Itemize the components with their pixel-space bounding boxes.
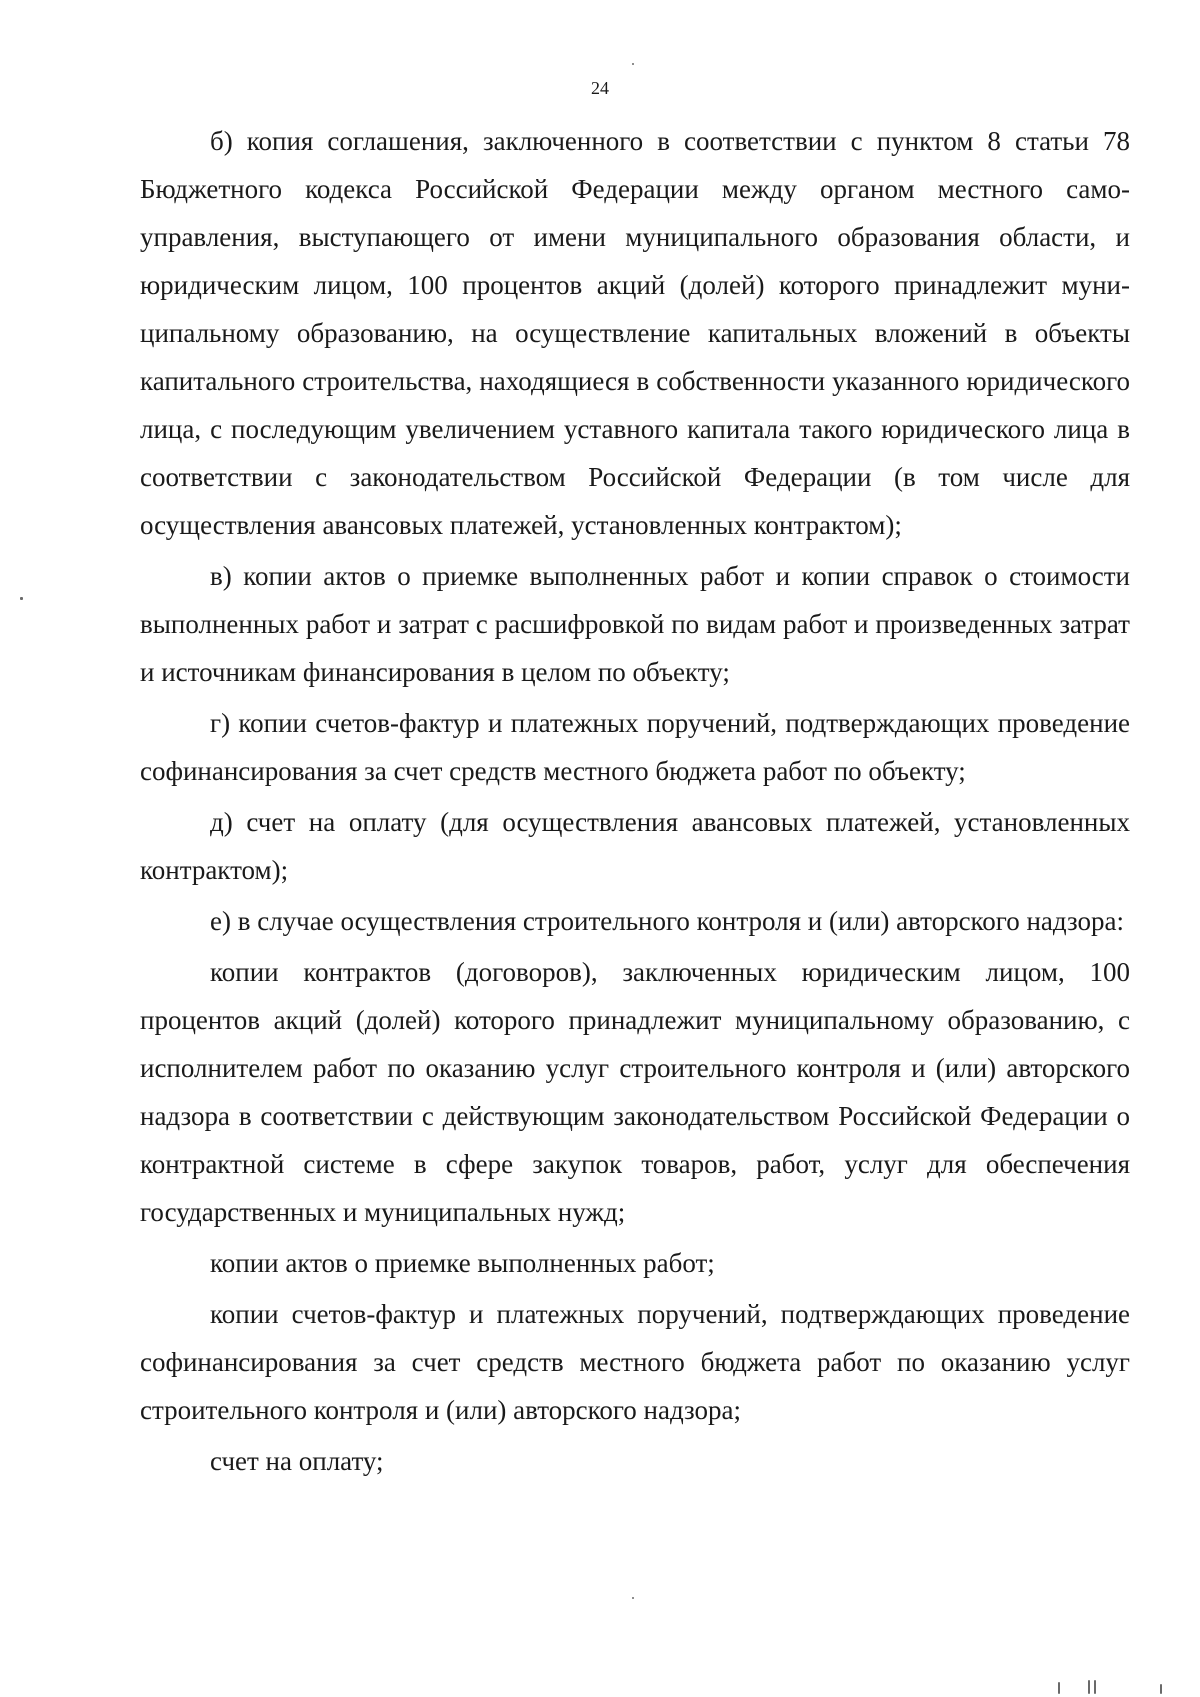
- paragraph-d: д) счет на оплату (для осуществления авансовых платежей, установленных контрактом);: [140, 807, 1130, 885]
- paragraph-b: б) копия соглашения, заключенного в соответствии с пунктом 8 статьи 78 Бюджетного кодекса Российской Федерации между органом местного самоуправления, выступающего от имени муниципального образования области, и юридическим лицом, 100 процентов акций (долей) которого принадлежит муниципальному образованию, на осуществление капитальных вложений в объекты капитального строительства, находящиеся в собственности указанного юридического лица, с последующим увеличением уставного капитала такого юридического лица в соответствии с законодательством Российской Федерации (в том числе для осуществления авансовых платежей, установленных контрактом);: [140, 126, 1130, 540]
- paragraph-payment-invoice: счет на оплату;: [210, 1446, 384, 1476]
- paragraph-acceptance-acts: копии актов о приемке выполненных работ;: [210, 1248, 715, 1278]
- page-number: 24: [591, 78, 609, 98]
- document-body: [140, 117, 1130, 1488]
- paragraph-contract-copies: копии контрактов (договоров), заключенных юридическим лицом, 100 процентов акций (долей) которого принадлежит муниципальному образованию, с исполнителем работ по оказанию услуг строительного контроля и (или) авторского надзора в соответствии с действующим законодательством Российской Федерации о контрактной системе в сфере закупок товаров, работ, услуг для обеспечения государственных и муниципальных нужд;: [140, 957, 1130, 1227]
- scan-speck-top: [632, 63, 634, 65]
- scan-speck-bottom: [632, 1597, 634, 1599]
- scan-speck-left: [20, 597, 23, 600]
- scan-mark-bottom-right-1: [1058, 1682, 1060, 1694]
- scan-mark-bottom-right-2: [1088, 1680, 1090, 1694]
- scan-mark-bottom-right-3: [1094, 1680, 1096, 1694]
- paragraph-invoice-copies: копии счетов-фактур и платежных поручений, подтверждающих проведение софинансирования за счет средств местного бюджета работ по оказанию услуг строительного контроля и (или) авторского надзора;: [140, 1299, 1130, 1425]
- paragraph-v: в) копии актов о приемке выполненных работ и копии справок о стоимости выполненных работ и затрат с расшифровкой по видам работ и произведенных затрат и источникам финансирования в целом по объекту;: [140, 561, 1130, 687]
- scan-mark-bottom-right-4: [1160, 1684, 1162, 1694]
- paragraph-g: г) копии счетов-фактур и платежных поручений, подтверждающих проведение софинансирования за счет средств местного бюджета работ по объекту;: [140, 708, 1130, 786]
- paragraph-e: е) в случае осуществления строительного контроля и (или) авторского надзора:: [210, 906, 1124, 936]
